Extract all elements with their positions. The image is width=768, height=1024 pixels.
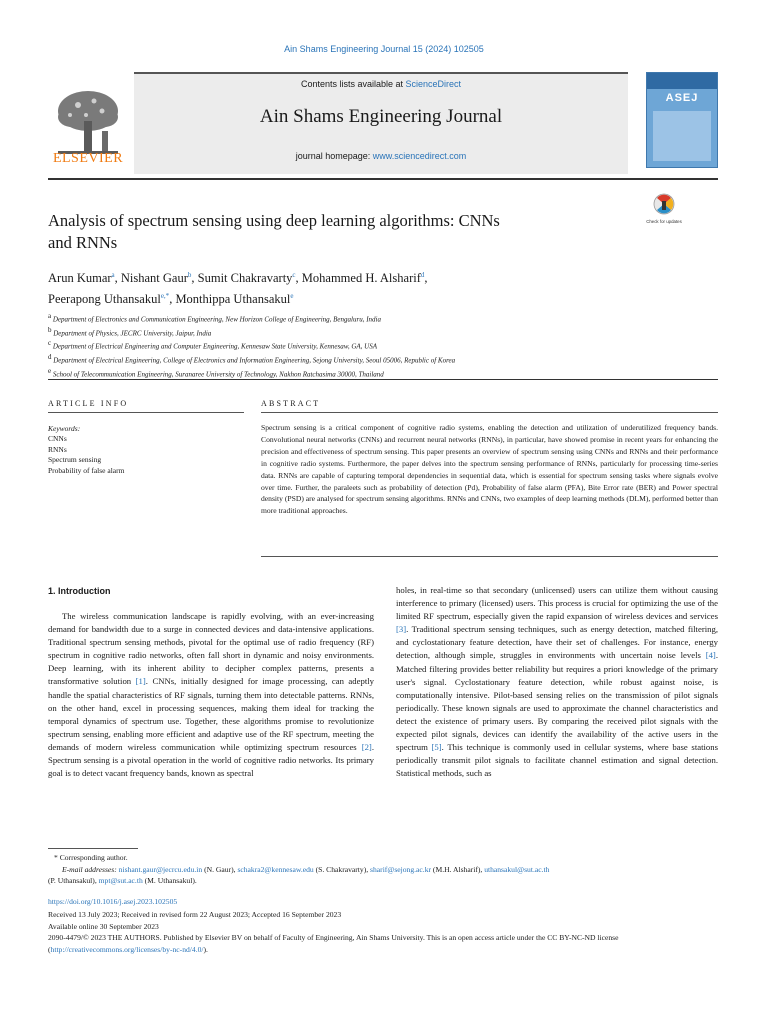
author-affiliation-marker[interactable]: a — [111, 271, 115, 279]
email-list — [119, 865, 550, 874]
intro-text: . Spectrum sensing is a pivotal operation in the world of cognitive radio networks. Its primary goal is to detect vacant frequency bands, known as spectral — [48, 741, 374, 779]
email-owner: (N. Gaur), — [202, 864, 238, 874]
email-owner: (M.H. Alsharif), — [431, 864, 485, 874]
crossmark-label: Check for updates — [646, 219, 682, 224]
affiliation-item — [48, 311, 688, 325]
keyword-item: CNNs — [48, 434, 67, 444]
body-column-right — [396, 584, 718, 780]
copyright-end: ). — [203, 944, 208, 954]
affiliation-text: School of Telecommunication Engineering, Suranaree University of Technology, Nakhon Ratchasima 30000, Thailand — [52, 370, 384, 379]
header-rule — [48, 178, 718, 180]
authors-line-1: Arun Kumar$^a$, Nishant Gaur$^b$, Sumit Chakravarty$^c$, Mohammed H. Alsharif$^d$, — [48, 271, 428, 286]
homepage-prefix: journal homepage: — [295, 151, 373, 161]
affiliation-marker: c — [48, 339, 52, 348]
author-name[interactable]: Arun Kumar — [48, 271, 112, 286]
abstract-text: Spectrum sensing is a critical component of cognitive radio systems, enabling the detection and utilization of underutilized frequency bands. Convolutional neural networks (CNNs) and recurrent neural networks (RNNs), in particular, have showed promise in recent years for enhancing the precision and effectiveness of spectrum sensing. This paper presents an overview of spectrum sensing using CNNs and RNNs and their performance in cognitive radio systems. Furthermore, the paper delves into the spectrum sensing performance of RNNs, particularly for processing time-series data. RNNs are capable of capturing temporal dependencies in sequential data, which is essential for spectrum sensing tasks where signals evolve over time. Further, the paraleets such as probability of detection (Pd), Probability of false alarm (PFA), Bite Error rate (BER) and Power spectral density (PSD) are analysed for spectrum sensing algorithms. RNNs and CNNs, two examples of deep learning methods (DLM), performed better than more traditional approaches. — [261, 423, 718, 516]
citation-link[interactable]: [1] — [135, 676, 146, 687]
cover-top-bar — [647, 73, 717, 89]
title-line-1: Analysis of spectrum sensing using deep learning algorithms: CNNs — [48, 211, 500, 230]
email-owner: (P. Uthansakul), — [48, 876, 99, 886]
homepage-link[interactable]: www.sciencedirect.com — [372, 151, 467, 161]
affiliation-text: Department of Physics, JECRC University, Jaipur, India — [53, 329, 212, 338]
keyword-item: Spectrum sensing — [48, 455, 102, 465]
author-affiliation-marker[interactable]: d — [420, 271, 425, 279]
corresponding-author-note: * Corresponding author. — [54, 853, 128, 862]
affiliation-item — [48, 352, 688, 366]
affiliation-marker: e — [48, 366, 52, 375]
abstract-rule — [261, 412, 718, 413]
affiliation-item — [48, 338, 688, 352]
email-link[interactable]: nishant.gaur@jecrcu.edu.in — [118, 864, 203, 874]
title-line-2: and RNNs — [48, 233, 118, 252]
copyright-notice — [48, 932, 718, 955]
author-affiliation-marker[interactable]: b — [187, 271, 192, 279]
doi-line — [48, 897, 177, 906]
intro-text: . CNNs, initially designed for image processing, can adeptly handle the spatial characteristics of RF signals, turning them into detectable patterns. RNNs, on the other hand, excel in processing sequences, making them ideal for tracking the temporal dynamics of spectrum use. Together, these algorithms promise to revolutionize spectrum sensing, enabling more efficient and adaptive use of the RF spectrum, meeting the demands of modern wireless communication while optimizing spectrum resources — [48, 676, 374, 752]
citation-link[interactable]: [3] — [396, 624, 407, 635]
author-list — [48, 266, 668, 308]
author-name[interactable]: Peerapong Uthansakul — [48, 292, 161, 307]
email-link[interactable]: sharif@sejong.ac.kr — [370, 864, 432, 874]
keywords-label: Keywords: — [48, 424, 81, 433]
received-dates: Received 13 July 2023; Received in revised form 22 August 2023; Accepted 16 September 2023 — [48, 910, 342, 919]
affiliation-item — [48, 366, 688, 380]
affiliation-marker: b — [48, 325, 52, 334]
intro-text: . Traditional spectrum sensing techniques, such as energy detection, matched filtering, and cyclostationary feature detection, have their set of challenges. For instance, energy detection, although simple, struggles in environments with uncertain noise levels — [396, 624, 718, 661]
abstract-heading: ABSTRACT — [261, 399, 321, 408]
doi-link[interactable]: https://doi.org/10.1016/j.asej.2023.102505 — [48, 897, 178, 906]
footnotes — [48, 852, 718, 887]
author-name[interactable]: Monthippa Uthansakul — [175, 292, 291, 307]
journal-reference[interactable]: Ain Shams Engineering Journal 15 (2024) 102505 — [284, 44, 484, 54]
email-owner: (S. Chakravarty), — [313, 864, 371, 874]
citation-link[interactable]: [4] — [705, 650, 716, 661]
email-addresses-cont — [48, 875, 718, 887]
authors-line-2: Peerapong Uthansakul$^{e,*}$, Monthippa Uthansakul$^e$ — [48, 292, 294, 307]
email-addresses — [48, 864, 718, 876]
affiliation-text: Department of Electrical Engineering, College of Electronics and Information Engineering, Sejong University, Seoul 05006, Republic of Korea — [53, 356, 456, 365]
affiliation-text: Department of Electronics and Communication Engineering, New Horizon College of Engineering, Bengaluru, India — [52, 315, 381, 324]
section-heading-introduction: 1. Introduction — [48, 586, 111, 596]
cover-artwork — [653, 111, 711, 161]
sciencedirect-link[interactable]: ScienceDirect — [405, 79, 462, 89]
available-online: Available online 30 September 2023 — [48, 921, 159, 931]
paper-title — [48, 210, 608, 254]
article-info-rule — [48, 412, 244, 413]
publication-info — [48, 909, 718, 955]
body-column-left — [48, 610, 374, 780]
author-affiliation-marker[interactable]: c — [292, 271, 296, 279]
affiliation-item — [48, 325, 688, 339]
publisher-wordmark: ELSEVIER — [52, 151, 124, 166]
article-info-heading: ARTICLE INFO — [48, 399, 129, 408]
email-link[interactable]: mpt@sut.ac.th — [98, 876, 143, 886]
citation-link[interactable]: [2] — [361, 741, 372, 752]
journal-name: Ain Shams Engineering Journal — [259, 106, 503, 127]
intro-text: . Matched filtering provides better reliability but requires a priori knowledge of the primary user's signal. Cyclostationary feature detection, while robust against noise, is computationally intensive. Pilot-based sensing relies on the transmission of pilot signals periodically. These known signals are used to approximate the channel characteristics and detect the existence of primary users. By comparing the received pilot signals with the expected pilot signals, devices can identify the availability of the active users in the spectrum — [396, 650, 718, 753]
license-link[interactable]: http://creativecommons.org/licenses/by-nc-nd/4.0/ — [50, 944, 204, 954]
email-link[interactable]: uthansakul@sut.ac.th — [484, 864, 550, 874]
author-name[interactable]: Nishant Gaur — [120, 271, 188, 286]
abstract-end-rule — [261, 556, 718, 557]
author-name[interactable]: Sumit Chakravarty — [197, 271, 293, 286]
affiliations — [48, 311, 688, 380]
citation-link[interactable]: [5] — [431, 742, 442, 753]
email-label: E-mail addresses: — [62, 864, 117, 874]
keywords-block — [48, 424, 244, 476]
contents-line — [134, 79, 628, 89]
affiliation-marker: d — [48, 353, 52, 362]
keyword-item: RNNs — [48, 444, 67, 454]
intro-text: The wireless communication landscape is rapidly evolving, with an ever-increasing demand for bandwidth due to a surge in connected devices and data-intensive applications. Traditional spectrum sensing methods, pivotal for the optimal use of radio frequency (RF) spectrum in cognitive radio networks, often fall short in dynamic and noisy environments. Deep learning, with its inherent ability to decipher complex patterns, presents a transformative solution — [48, 611, 374, 687]
check-for-updates-icon[interactable] — [648, 193, 680, 229]
email-link[interactable]: schakra2@kennesaw.edu — [237, 864, 314, 874]
copyright-text: 2090-4479/© 2023 THE AUTHORS. Published by Elsevier BV on behalf of Faculty of Engineering, Ain Shams University. This is an open access article under the CC BY-NC-ND license ( — [48, 933, 619, 954]
journal-cover-thumbnail[interactable] — [646, 72, 718, 168]
author-name[interactable]: Mohammed H. Alsharif — [301, 271, 421, 286]
author-affiliation-marker[interactable]: e — [290, 292, 294, 301]
contents-prefix: Contents lists available at — [300, 79, 406, 89]
keyword-item: Probability of false alarm — [48, 465, 125, 475]
author-affiliation-marker[interactable]: e,* — [160, 292, 170, 301]
affiliation-text: Department of Electrical Engineering and Computer Engineering, Kennesaw State University, Kennesaw, GA, USA — [52, 342, 378, 351]
intro-text: holes, in real-time so that secondary (unlicensed) users can utilize them without causing interference to primary (licensed) users. This process is crucial for optimizing the use of the limited RF spectrum, especially given the rapid expansion of wireless devices and services — [396, 585, 718, 622]
keywords-list — [48, 434, 244, 476]
email-owner: (M. Uthansakul). — [142, 876, 197, 886]
title-block-rule — [48, 379, 718, 380]
cover-journal-abbrev: ASEJ — [665, 92, 699, 104]
homepage-line — [134, 151, 628, 161]
intro-text: . This technique is commonly used in cellular systems, where base stations periodically transmit pilot signals to facilitate channel estimation and signal detection. Statistical methods, such as — [396, 742, 718, 779]
affiliation-marker: a — [48, 312, 52, 320]
footnote-rule — [48, 848, 138, 849]
